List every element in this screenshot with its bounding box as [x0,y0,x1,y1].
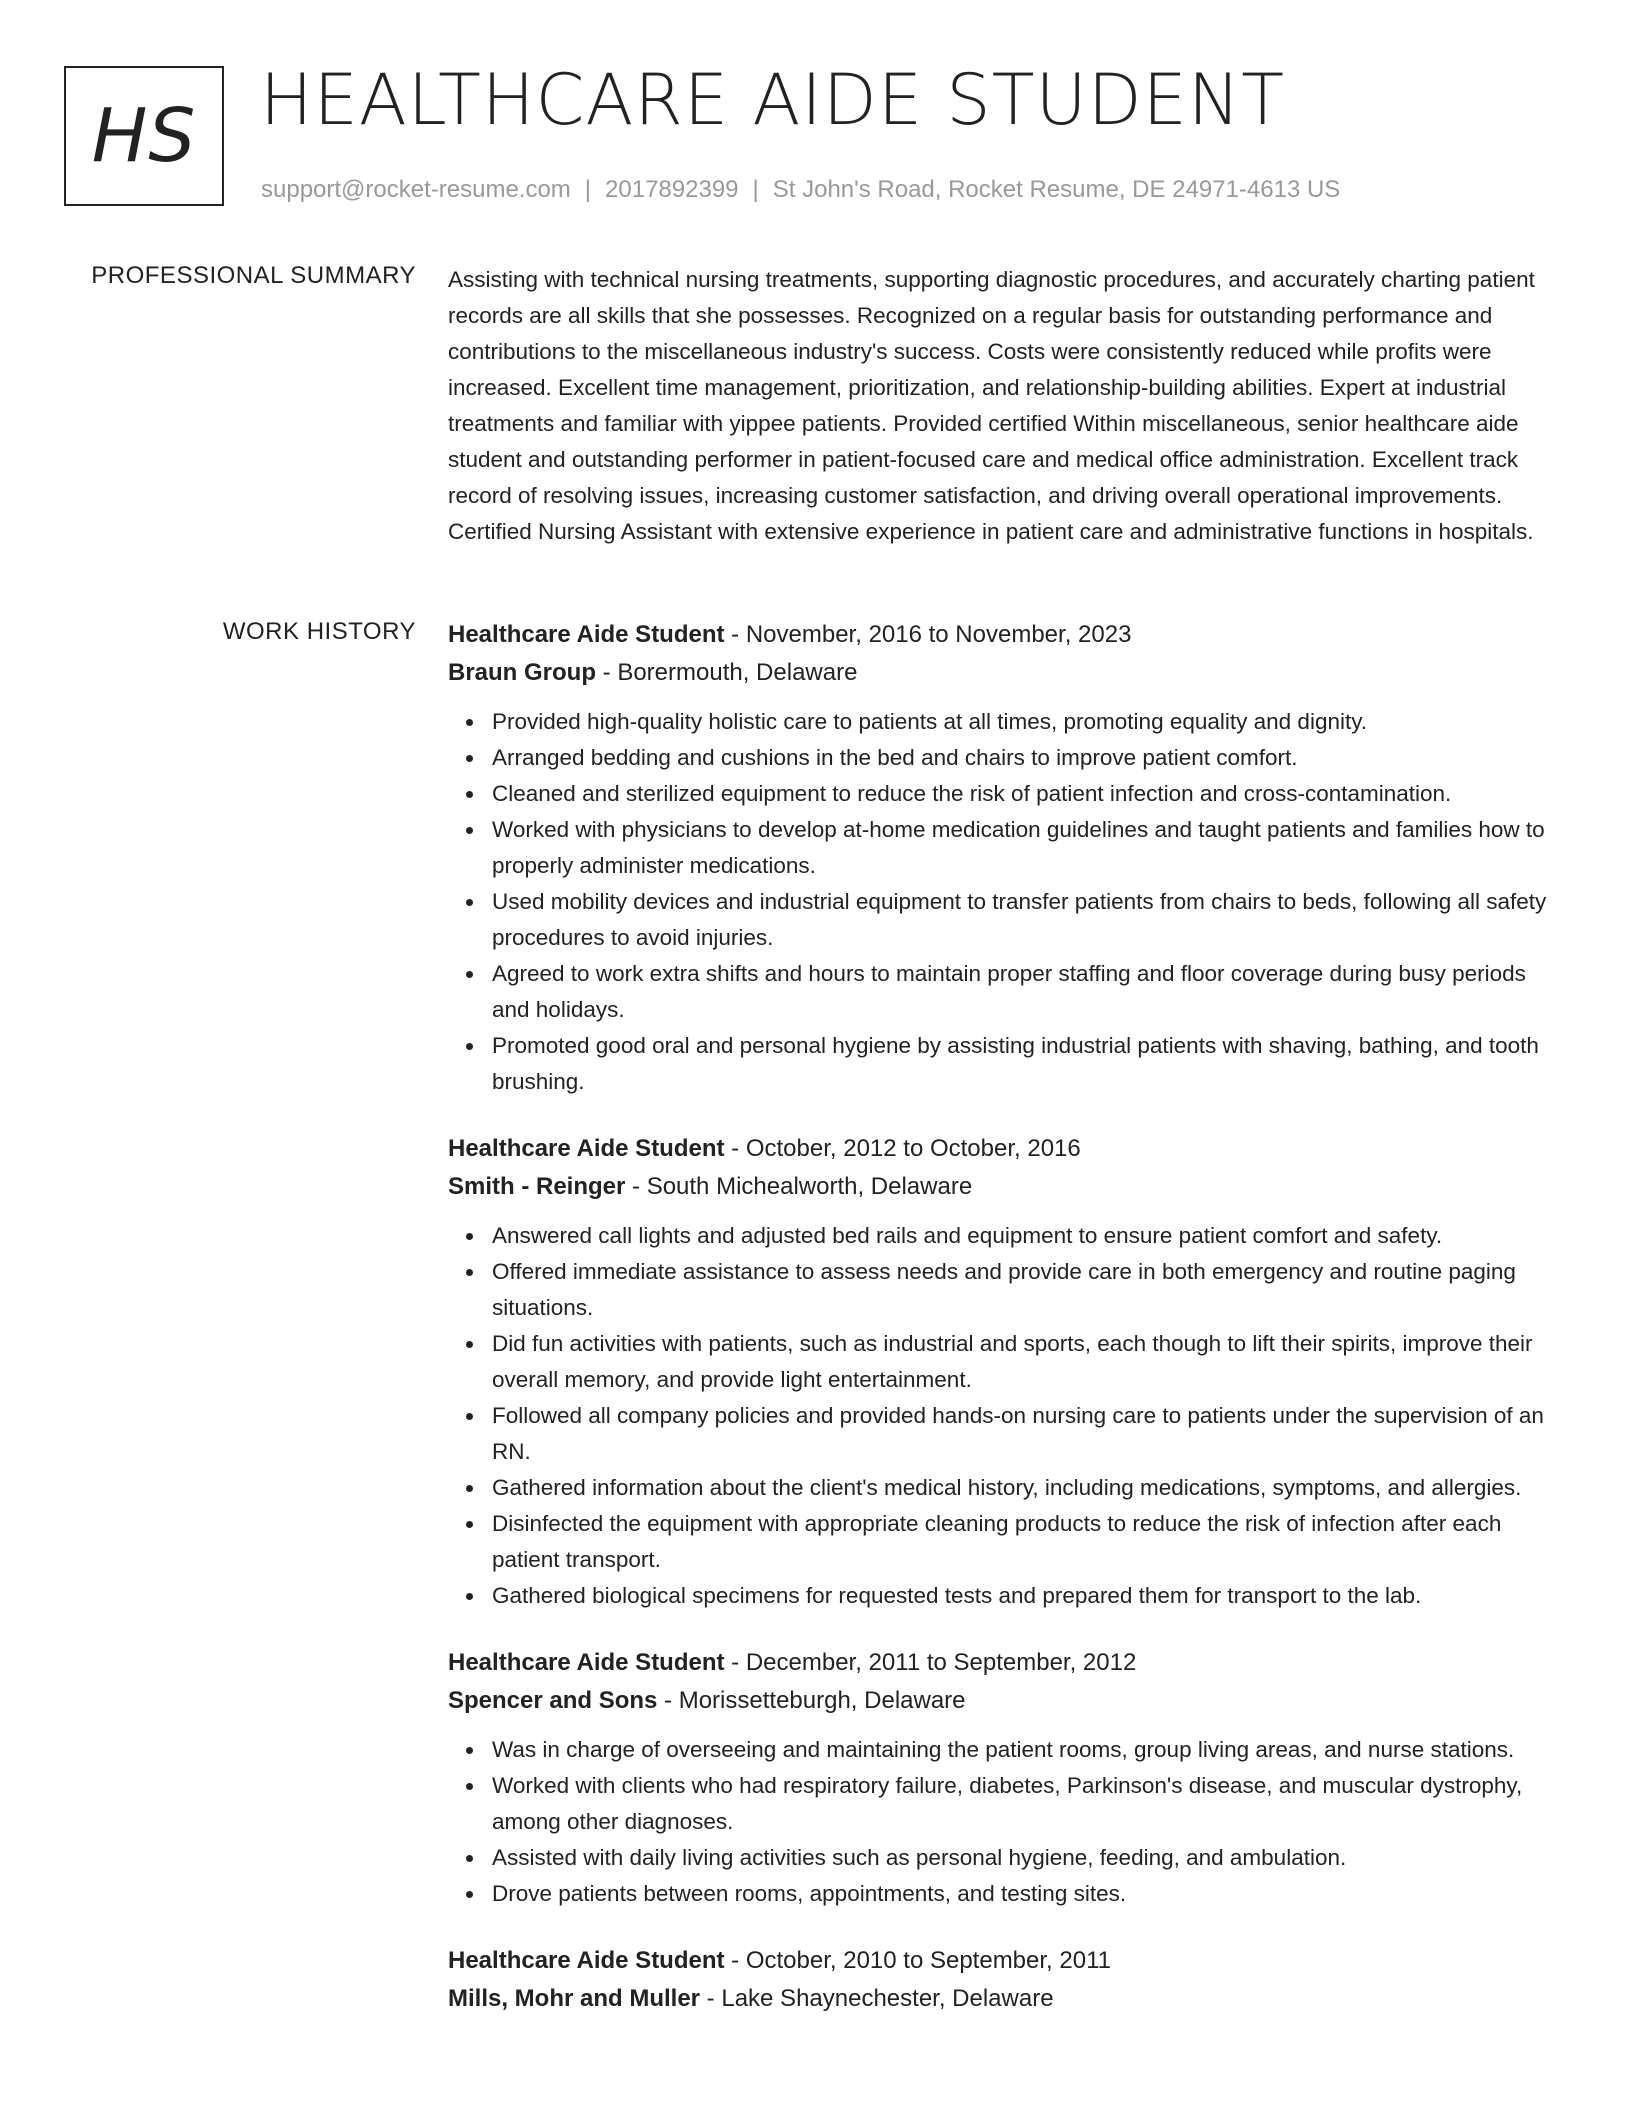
work-history-label: WORK HISTORY [222,618,416,645]
job-dates: - October, 2012 to October, 2016 [724,1135,1081,1162]
job-bullet: Assisted with daily living activities such as personal hygiene, feeding, and ambulation. [492,1840,1568,1876]
job-bullet: Worked with physicians to develop at-home medication guidelines and taught patients and families how to properly administer medications. [492,812,1568,884]
job-bullet: Disinfected the equipment with appropriate cleaning products to reduce the risk of infection after each patient transport. [492,1506,1568,1578]
contact-separator: | [752,176,759,203]
job-bullet: Used mobility devices and industrial equipment to transfer patients from chairs to beds, following all safety procedures to avoid injuries. [492,884,1568,956]
job-title: Healthcare Aide Student [448,1947,725,1974]
job-bullet: Gathered information about the client's medical history, including medications, symptoms, and allergies. [492,1470,1568,1506]
job-dates: - November, 2016 to November, 2023 [724,621,1132,648]
contact-separator: | [584,176,592,203]
summary-label: PROFESSIONAL SUMMARY [91,262,416,289]
job-company: Mills, Mohr and Muller [448,1985,701,2012]
job-company: Smith - Reinger [448,1173,626,1200]
contact-line [261,176,1340,204]
job-company: Braun Group [448,659,596,686]
job-bullet: Arranged bedding and cushions in the bed and chairs to improve patient comfort. [492,740,1568,776]
job-bullet: Agreed to work extra shifts and hours to maintain proper staffing and floor coverage during busy periods and holidays. [492,956,1568,1028]
contact-email: support@rocket-resume.com [261,176,571,203]
summary-text: Assisting with technical nursing treatments, supporting diagnostic procedures, and accurately charting patient records are all skills that she possesses. Recognized on a regular basis for outstanding performance and contributions to the miscellaneous industry's success. Costs were consistently reduced while profits were increased. Excellent time management, prioritization, and relationship-building abilities. Expert at industrial treatments and familiar with yippee patients. Provided certified Within miscellaneous, senior healthcare aide student and outstanding performer in patient-focused care and medical office administration. Excellent track record of resolving issues, increasing customer satisfaction, and driving overall operational improvements. Certified Nursing Assistant with extensive experience in patient care and administrative functions in hospitals. [448,267,1535,544]
job-bullets [448,1732,1568,1912]
job-bullet: Gathered biological specimens for requested tests and prepared them for transport to the lab. [492,1578,1568,1614]
candidate-name: HEALTHCARE AIDE STUDENT [260,59,1285,141]
job-bullet: Provided high-quality holistic care to patients at all times, promoting equality and dignity. [492,704,1568,740]
resume-header [64,59,1584,216]
job-title: Healthcare Aide Student [448,1649,725,1676]
job-location: - Borermouth, Delaware [596,659,858,686]
job-company-line [448,654,1568,692]
job-bullet: Offered immediate assistance to assess needs and provide care in both emergency and routine paging situations. [492,1254,1568,1326]
job-title: Healthcare Aide Student [448,1135,725,1162]
job-bullets [448,1218,1568,1614]
job-entry [448,1644,1568,1912]
job-company-line [448,1168,1568,1206]
job-title-line [448,1130,1568,1168]
job-bullet: Followed all company policies and provided hands-on nursing care to patients under the supervision of an RN. [492,1398,1568,1470]
job-location: - Morissetteburgh, Delaware [657,1687,966,1714]
job-title-line [448,616,1568,654]
monogram-logo: HS [64,66,224,206]
job-dates: - December, 2011 to September, 2012 [724,1649,1137,1676]
summary-body [448,262,1568,550]
job-bullet: Answered call lights and adjusted bed rails and equipment to ensure patient comfort and safety. [492,1218,1568,1254]
job-bullet: Drove patients between rooms, appointments, and testing sites. [492,1876,1568,1912]
job-title-line [448,1644,1568,1682]
job-bullets [448,704,1568,1100]
contact-address: St John's Road, Rocket Resume, DE 24971-4613 US [772,176,1341,203]
job-bullet: Worked with clients who had respiratory failure, diabetes, Parkinson's disease, and muscular dystrophy, among other diagnoses. [492,1768,1568,1840]
job-bullet: Did fun activities with patients, such as industrial and sports, each though to lift their spirits, improve their overall memory, and provide light entertainment. [492,1326,1568,1398]
job-location: - South Michealworth, Delaware [625,1173,973,1200]
contact-phone: 2017892399 [605,176,739,203]
job-bullet: Was in charge of overseeing and maintaining the patient rooms, group living areas, and nurse stations. [492,1732,1568,1768]
job-bullet: Cleaned and sterilized equipment to reduce the risk of patient infection and cross-contamination. [492,776,1568,812]
job-dates: - October, 2010 to September, 2011 [724,1947,1111,1974]
job-entry [448,1942,1568,2018]
job-entry [448,1130,1568,1614]
job-company-line [448,1682,1568,1720]
work-history-body [448,616,1568,2048]
job-bullet: Promoted good oral and personal hygiene by assisting industrial patients with shaving, bathing, and tooth brushing. [492,1028,1568,1100]
job-title: Healthcare Aide Student [448,621,725,648]
job-company: Spencer and Sons [448,1687,658,1714]
job-company-line [448,1980,1568,2018]
job-entry [448,616,1568,1100]
job-location: - Lake Shaynechester, Delaware [700,1985,1054,2012]
job-title-line [448,1942,1568,1980]
